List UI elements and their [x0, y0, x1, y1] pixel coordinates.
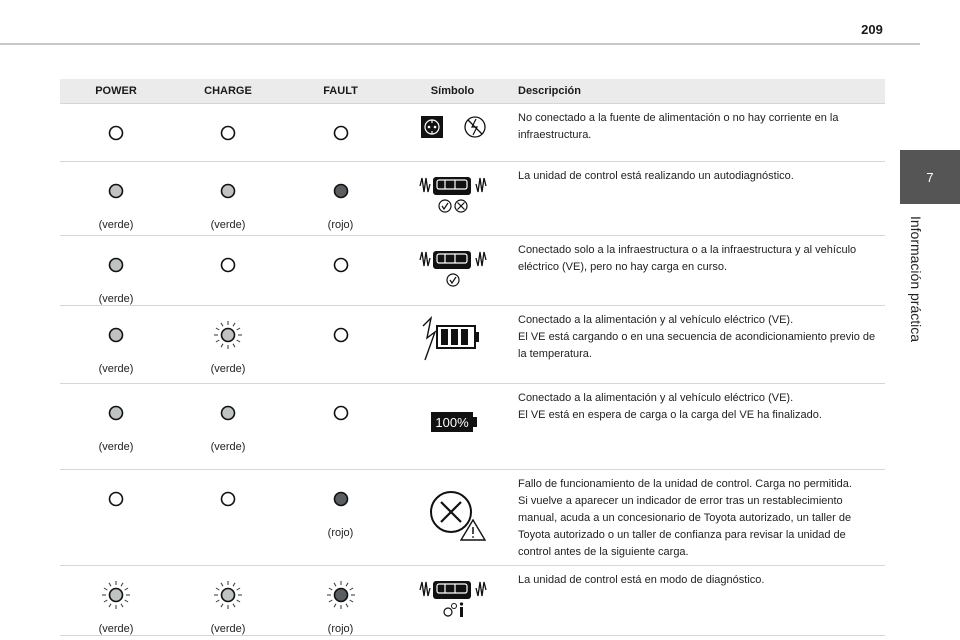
header-description: Descripción — [508, 79, 885, 104]
power-led-icon — [60, 484, 172, 517]
description-cell — [508, 566, 885, 636]
description-text: Si vuelve a aparecer un indicador de error tras un restablecimiento manual, acuda a un concesionario de Toyota autorizado, un taller de Toyota autorizado o un taller de confianza para revisar la unidad de control antes de la siguiente carga. — [518, 495, 852, 558]
table-row — [60, 384, 885, 470]
description-cell — [508, 104, 885, 162]
header-rule — [0, 43, 920, 45]
power-led-label: (verde) — [98, 623, 134, 635]
description-cell — [508, 236, 885, 306]
fault-indicator-cell — [284, 104, 397, 162]
power-indicator-cell — [60, 566, 172, 636]
fault-led-icon — [284, 320, 397, 353]
table-row — [60, 306, 885, 384]
power-led-icon — [60, 250, 172, 283]
power-led-icon — [60, 398, 172, 431]
charge-led-icon — [172, 320, 284, 353]
chapter-tab[interactable]: 7 — [900, 150, 960, 204]
charge-indicator-cell — [172, 470, 284, 566]
description-cell — [508, 162, 885, 236]
power-led-icon — [60, 580, 172, 613]
chapter-side-label — [886, 215, 946, 345]
description-text: La unidad de control está en modo de diagnóstico. — [518, 574, 765, 586]
power-indicator-cell — [60, 104, 172, 162]
fault-led-label: (rojo) — [327, 527, 354, 539]
power-led-icon — [60, 118, 172, 151]
diagnostic-mode-symbol-icon — [397, 566, 508, 636]
description-text: Conectado a la alimentación y al vehículo eléctrico (VE). — [518, 392, 794, 404]
description-text: Conectado a la alimentación y al vehículo eléctrico (VE). — [518, 314, 794, 326]
charge-indicator-cell — [172, 566, 284, 636]
chapter-title: Información práctica — [908, 215, 924, 343]
battery-percent-text: 100% — [434, 415, 469, 430]
table-row — [60, 104, 885, 162]
charge-led-label: (verde) — [210, 441, 246, 453]
description-cell — [508, 384, 885, 470]
fault-led-icon — [284, 484, 397, 517]
power-led-label: (verde) — [98, 441, 134, 453]
description-text: No conectado a la fuente de alimentación o no hay corriente en la infraestructura. — [518, 112, 839, 141]
connected-no-charge-symbol-icon — [397, 236, 508, 306]
power-led-label: (verde) — [98, 293, 134, 305]
header-charge: CHARGE — [172, 79, 284, 104]
description-cell — [508, 470, 885, 566]
charging-symbol-icon — [397, 306, 508, 384]
charge-led-icon — [172, 484, 284, 517]
fault-led-label: (rojo) — [327, 219, 354, 231]
charge-led-icon — [172, 250, 284, 283]
charge-led-icon — [172, 398, 284, 431]
charge-led-icon — [172, 580, 284, 613]
fault-indicator-cell — [284, 306, 397, 384]
power-indicator-cell — [60, 236, 172, 306]
table-row — [60, 162, 885, 236]
description-text: Fallo de funcionamiento de la unidad de control. Carga no permitida. — [518, 478, 852, 490]
page-number: 209 — [861, 22, 883, 37]
header-fault: FAULT — [284, 79, 397, 104]
power-led-icon — [60, 320, 172, 353]
charge-indicator-cell — [172, 306, 284, 384]
fault-indicator-cell — [284, 470, 397, 566]
fault-indicator-cell — [284, 236, 397, 306]
charge-led-icon — [172, 118, 284, 151]
power-indicator-cell — [60, 384, 172, 470]
table-row — [60, 566, 885, 636]
power-led-label: (verde) — [98, 219, 134, 231]
fault-indicator-cell — [284, 384, 397, 470]
indicator-table — [60, 79, 885, 636]
table-row — [60, 470, 885, 566]
self-diagnosis-symbol-icon — [397, 162, 508, 236]
description-text: La unidad de control está realizando un autodiagnóstico. — [518, 170, 794, 182]
charge-indicator-cell — [172, 236, 284, 306]
table-header-row — [60, 79, 885, 104]
table-row — [60, 236, 885, 306]
power-indicator-cell — [60, 470, 172, 566]
power-indicator-cell — [60, 162, 172, 236]
power-indicator-cell — [60, 306, 172, 384]
header-symbol: Símbolo — [397, 79, 508, 104]
fault-led-icon — [284, 250, 397, 283]
fault-indicator-cell — [284, 162, 397, 236]
fault-led-icon — [284, 580, 397, 613]
charge-led-label: (verde) — [210, 219, 246, 231]
header-power: POWER — [60, 79, 172, 104]
charge-indicator-cell — [172, 384, 284, 470]
battery-full-symbol-icon — [397, 384, 508, 470]
power-led-icon — [60, 176, 172, 209]
charge-led-icon — [172, 176, 284, 209]
charge-indicator-cell — [172, 162, 284, 236]
fault-led-icon — [284, 398, 397, 431]
power-led-label: (verde) — [98, 363, 134, 375]
description-text: El VE está cargando o en una secuencia de acondicionamiento previo de la temperatura. — [518, 331, 876, 360]
description-text: El VE está en espera de carga o la carga del VE ha finalizado. — [518, 409, 822, 421]
description-text: Conectado solo a la infraestructura o a la infraestructura y al vehículo eléctrico (VE), pero no hay carga en curso. — [518, 244, 857, 273]
fault-symbol-icon — [397, 470, 508, 566]
charge-led-label: (verde) — [210, 623, 246, 635]
charge-indicator-cell — [172, 104, 284, 162]
fault-indicator-cell — [284, 566, 397, 636]
fault-led-icon — [284, 176, 397, 209]
charge-led-label: (verde) — [210, 363, 246, 375]
no-power-symbol-icon — [397, 104, 508, 162]
fault-led-icon — [284, 118, 397, 151]
fault-led-label: (rojo) — [327, 623, 354, 635]
description-cell — [508, 306, 885, 384]
